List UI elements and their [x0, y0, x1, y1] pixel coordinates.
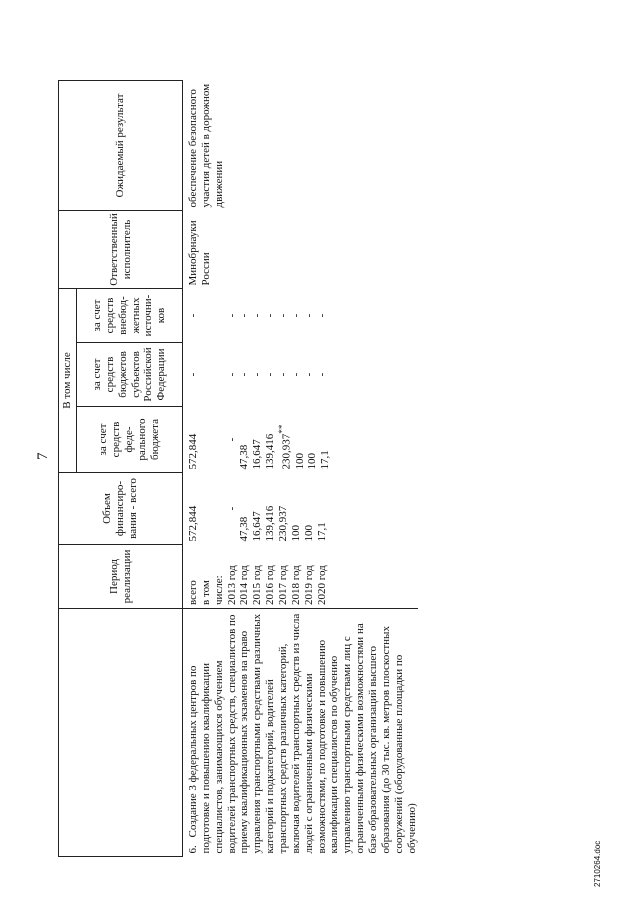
- task-number: 6.: [187, 845, 199, 854]
- period-cell: [183, 545, 419, 609]
- extrabudget-value: [200, 292, 213, 340]
- federal-value: 139,416: [264, 433, 277, 470]
- federal-value: 17,1: [319, 450, 332, 470]
- extrabudget-value: -: [315, 313, 328, 318]
- period-line: 2019 год: [302, 565, 315, 605]
- total-value: 572,844: [187, 505, 199, 542]
- period-line: числе:: [212, 575, 225, 605]
- extrabudget-value: -: [225, 313, 238, 318]
- header-regional: за счет средств бюджетов субъектов Российской Федерации: [77, 343, 183, 407]
- federal-value: 47,38: [238, 444, 251, 470]
- regional-value: -: [302, 372, 315, 377]
- federal-value: 572,844: [187, 433, 199, 470]
- federal-value: -: [225, 437, 238, 442]
- header-period: Период реализации: [59, 545, 183, 609]
- federal-value: [200, 410, 213, 470]
- regional-value: -: [251, 372, 264, 377]
- total-value: 16,647: [251, 511, 264, 542]
- page-number: 7: [35, 452, 51, 460]
- federal-value: [213, 410, 226, 470]
- extrabudget-value: -: [264, 313, 277, 318]
- regional-value: -: [238, 372, 251, 377]
- regional-value: -: [315, 372, 328, 377]
- period-line: в том: [199, 580, 212, 605]
- header-result: Ожидаемый результат: [59, 81, 183, 211]
- program-table: [58, 80, 418, 857]
- period-line: 2020 год: [315, 565, 328, 605]
- period-line: 2016 год: [264, 565, 277, 605]
- regional-value: [213, 346, 226, 404]
- regional-value: -: [225, 372, 238, 377]
- executor-cell: [183, 211, 419, 289]
- header-extrabudget: за счет средств внебюд-жетных источни-ков: [77, 289, 183, 343]
- extrabudget-cell: [183, 289, 419, 343]
- extrabudget-value: -: [289, 313, 302, 318]
- period-line: 2018 год: [289, 565, 302, 605]
- task-cell: [183, 609, 419, 857]
- regional-value: -: [187, 372, 199, 377]
- header-including: В том числе: [59, 289, 77, 473]
- result-cell: [183, 81, 419, 211]
- extrabudget-value: -: [302, 313, 315, 318]
- total-value: 100: [289, 525, 302, 542]
- total-cell: [183, 473, 419, 545]
- task-description: [187, 612, 418, 854]
- extrabudget-value: -: [238, 313, 251, 318]
- header-executor: Ответственный исполнитель: [59, 211, 183, 289]
- task-text: Создание 3 федеральных центров по подготовке и повышению квалификации специалистов, занимающихся обучением водителей транспортных средств, специалистов по приему квалификационных экзаменов на право управления транспортными средствами различных категорий и подкатегорий, водителей транспортных средств различных категорий, включая водителей транспортных средств из числа людей с ограниченными физическими возможностями, по подготовке и повышению квалификации специалистов по обучению управлению транспортными средствами лиц с ограниченными физическими возможностями на базе образовательных организаций высшего образования (до 30 тыс. кв. метров плоскостных сооружений (оборудованные площадки по обучению): [187, 613, 418, 854]
- footnote-mark: **: [277, 424, 288, 434]
- federal-value: 100: [293, 453, 306, 470]
- regional-value: -: [264, 372, 277, 377]
- federal-cell: [183, 407, 419, 473]
- regional-value: -: [277, 372, 290, 377]
- federal-value: 100: [306, 453, 319, 470]
- total-value: [200, 476, 213, 542]
- total-value: 47,38: [238, 516, 251, 542]
- regional-value: [200, 346, 213, 404]
- total-value: 17,1: [315, 522, 328, 542]
- federal-value-text: 230,937: [280, 433, 293, 470]
- regional-value: -: [289, 372, 302, 377]
- header-federal: за счет средств феде-рального бюджета: [77, 407, 183, 473]
- period-line: 2013 год: [225, 565, 238, 605]
- extrabudget-value: -: [277, 313, 290, 318]
- total-value: [213, 476, 226, 542]
- result-text: обеспечение безопасного участия детей в дорожном движении: [187, 83, 225, 208]
- period-line: 2015 год: [251, 565, 264, 605]
- extrabudget-value: -: [251, 313, 264, 318]
- federal-value: 16,647: [251, 439, 264, 470]
- period-line: 2017 год: [277, 565, 290, 605]
- extrabudget-value: -: [187, 313, 199, 318]
- total-value: 139,416: [264, 505, 277, 542]
- footer-filename: 2710264.doc: [593, 840, 602, 887]
- period-line: всего: [187, 580, 199, 605]
- extrabudget-value: [213, 292, 226, 340]
- period-line: 2014 год: [238, 565, 251, 605]
- federal-value: [277, 410, 294, 470]
- total-value: 100: [302, 525, 315, 542]
- total-value: 230,937: [277, 505, 290, 542]
- header-total: Объем финансиро-вания - всего: [59, 473, 183, 545]
- regional-cell: [183, 343, 419, 407]
- header-task: [59, 609, 183, 857]
- total-value: -: [225, 506, 238, 511]
- executor-text: Минобрнауки России: [187, 220, 212, 286]
